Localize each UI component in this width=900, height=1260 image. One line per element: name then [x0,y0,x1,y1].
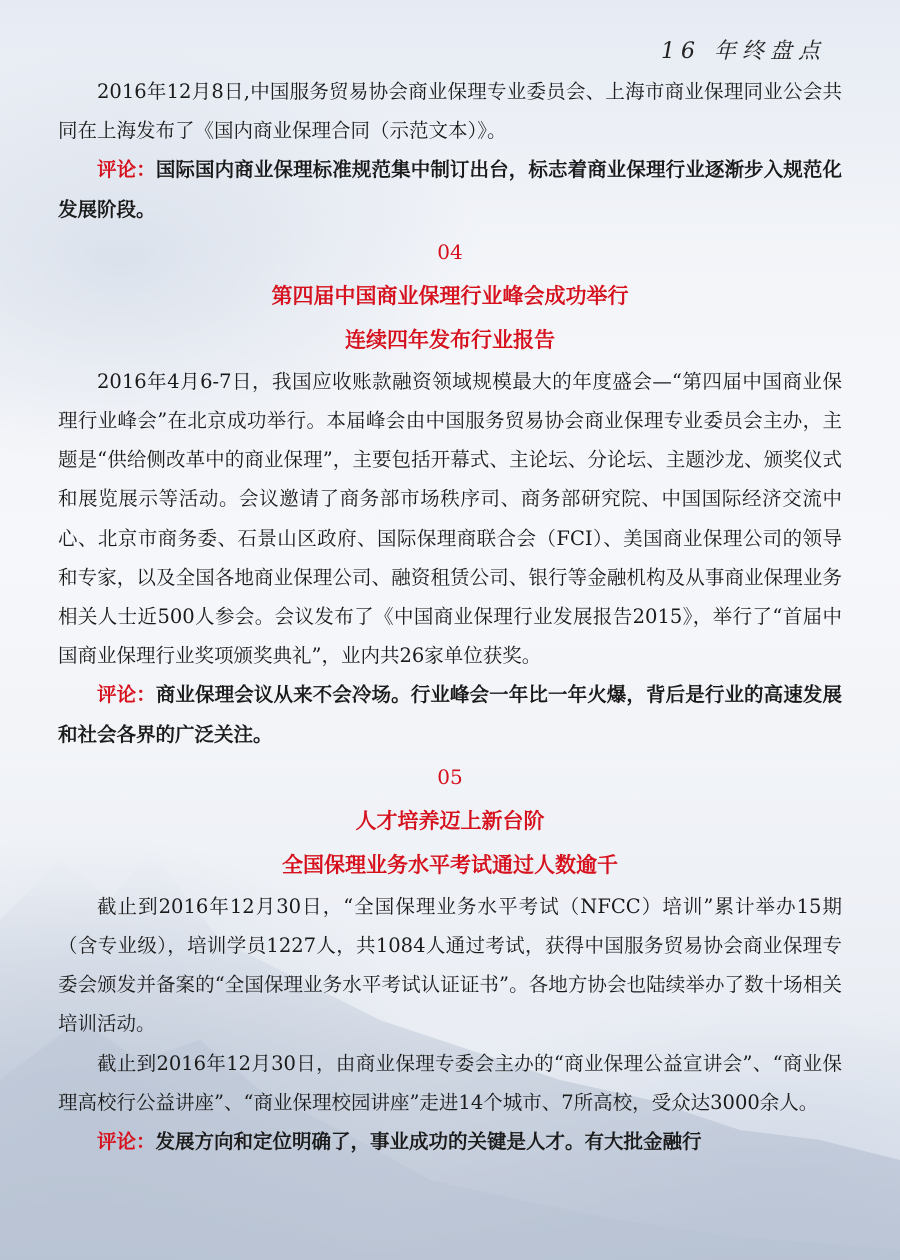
section-title-talent: 人才培养迈上新台阶 [355,807,545,833]
section-title-summit: 第四届中国商业保理行业峰会成功举行 [271,282,629,308]
paragraph-summit: 2016年4月6-7日，我国应收账款融资领域规模最大的年度盛会—“第四届中国商业保理行业峰会”在北京成功举行。本届峰会由中国服务贸易协会商业保理专业委员会主办，主题是“供给侧改革中的商业保理”，主要包括开幕式、主论坛、分论坛、主题沙龙、颁奖仪式和展览展示等活动。会议邀请了商务部市场秩序司、商务部研究院、中国国际经济交流中心、北京市商务委、石景山区政府、国际保理商联合会（FCI）、美国商业保理公司的领导和专家，以及全国各地商业保理公司、融资租赁公司、银行等金融机构及从事商业保理业务相关人士近500人参会。会议发布了《中国商业保理行业发展报告2015》，举行了“首届中国商业保理行业奖项颁奖典礼”，业内共26家单位获奖。 [58,369,842,668]
comment-text: 商业保理会议从来不会冷场。行业峰会一年比一年火爆，背后是行业的高速发展和社会各界的广泛关注。 [58,683,842,746]
comment-text: 发展方向和定位明确了，事业成功的关键是人才。有大批金融行 [155,1130,702,1154]
section-number-05: 05 [437,764,463,789]
paragraph-nfcc-training: 截止到2016年12月30日，“全国保理业务水平考试（NFCC）培训”累计举办15期（含专业级），培训学员1227人，共1084人通过考试，获得中国服务贸易协会商业保理专委会颁发并备案的“全国保理业务水平考试认证证书”。各地方协会也陆续举办了数十场相关培训活动。 [58,894,842,1036]
comment-2 [58,675,842,753]
article-body [58,72,842,1161]
section-number-04: 04 [437,239,463,264]
section-subtitle-exam: 全国保理业务水平考试通过人数逾千 [282,851,618,877]
paragraph-contract-release: 2016年12月8日,中国服务贸易协会商业保理专业委员会、上海市商业保理同业公会共同在上海发布了《国内商业保理合同（示范文本）》。 [58,80,842,143]
comment-label: 评论： [97,683,156,707]
comment-1 [58,150,842,228]
comment-label: 评论： [97,1130,156,1154]
header-tag: 16 年终盘点 [661,39,826,64]
comment-3 [58,1122,842,1161]
comment-text: 国际国内商业保理标准规范集中制订出台，标志着商业保理行业逐渐步入规范化发展阶段。 [58,158,842,221]
comment-label: 评论： [97,158,156,182]
paragraph-lectures: 截止到2016年12月30日，由商业保理专委会主办的“商业保理公益宣讲会”、“商业保理高校行公益讲座”、“商业保理校园讲座”走进14个城市、7所高校，受众达3000余人。 [58,1051,842,1114]
section-subtitle-report: 连续四年发布行业报告 [345,326,555,352]
